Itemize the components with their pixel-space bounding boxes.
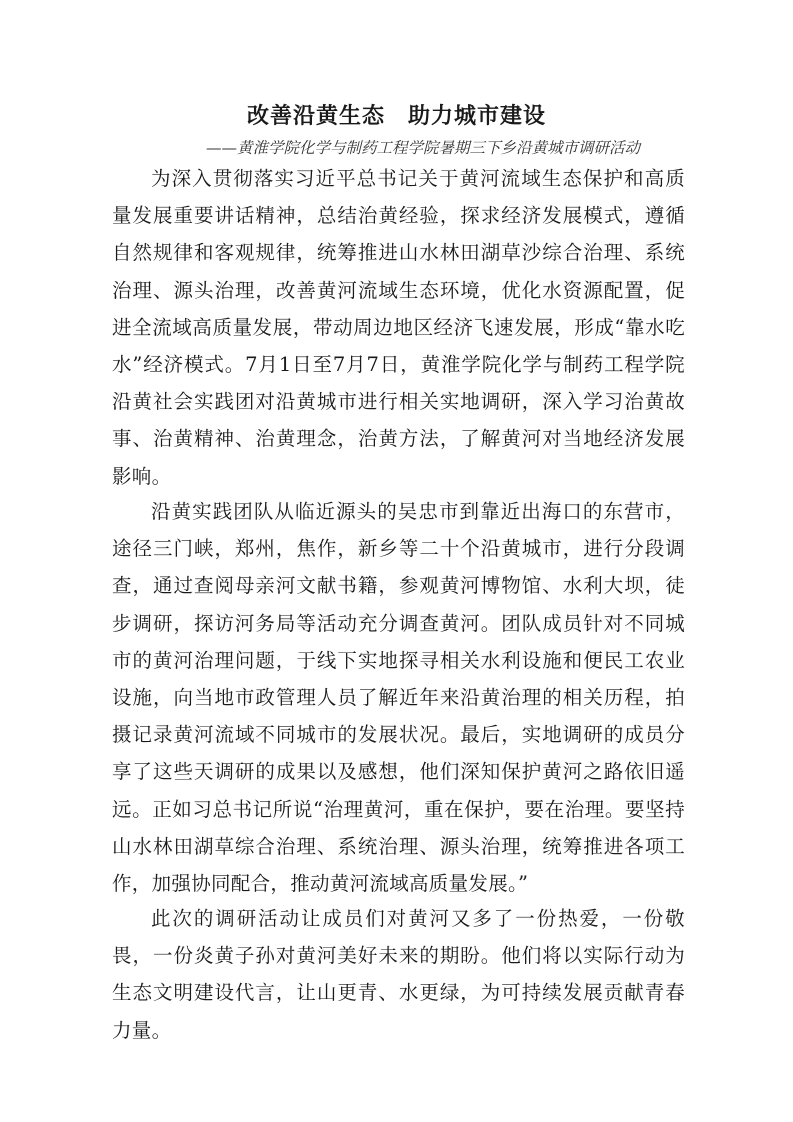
- paragraph-2: 沿黄实践团队从临近源头的吴忠市到靠近出海口的东营市，途径三门峡，郑州，焦作，新乡等二十个沿黄城市，进行分段调查，通过查阅母亲河文献书籍，参观黄河博物馆、水利大坝，徒步调研，探访河务局等活动充分调查黄河。团队成员针对不同城市的黄河治理问题，于线下实地探寻相关水利设施和便民工农业设施，向当地市政管理人员了解近年来沿黄治理的相关历程，拍摄记录黄河流域不同城市的发展状况。最后，实地调研的成员分享了这些天调研的成果以及感想，他们深知保护黄河之路依旧遥远。正如习总书记所说“治理黄河，重在保护，要在治理。要坚持山水林田湖草综合治理、系统治理、源头治理，统筹推进各项工作，加强协同配合，推动黄河流域高质量发展。”: [112, 500, 685, 896]
- paragraph-3: 此次的调研活动让成员们对黄河又多了一份热爱，一份敬畏，一份炎黄子孙对黄河美好未来的期盼。他们将以实际行动为生态文明建设代言，让山更青、水更绿，为可持续发展贡献青春力量。: [112, 907, 685, 1042]
- paragraph-1: 为深入贯彻落实习近平总书记关于黄河流域生态保护和高质量发展重要讲话精神，总结治黄经验，探求经济发展模式，遵循自然规律和客观规律，统筹推进山水林田湖草沙综合治理、系统治理、源头治理，改善黄河流域生态环境，优化水资源配置，促进全流域高质量发展，带动周边地区经济飞速发展，形成“靠水吃水”经济模式。7月1日至7月7日，黄淮学院化学与制药工程学院沿黄社会实践团对沿黄城市进行相关实地调研，深入学习治黄故事、治黄精神、治黄理念，治黄方法，了解黄河对当地经济发展影响。: [112, 167, 685, 488]
- page-title: 改善沿黄生态 助力城市建设: [246, 103, 546, 129]
- page-subtitle: ——黄淮学院化学与制药工程学院暑期三下乡沿黄城市调研活动: [205, 139, 640, 157]
